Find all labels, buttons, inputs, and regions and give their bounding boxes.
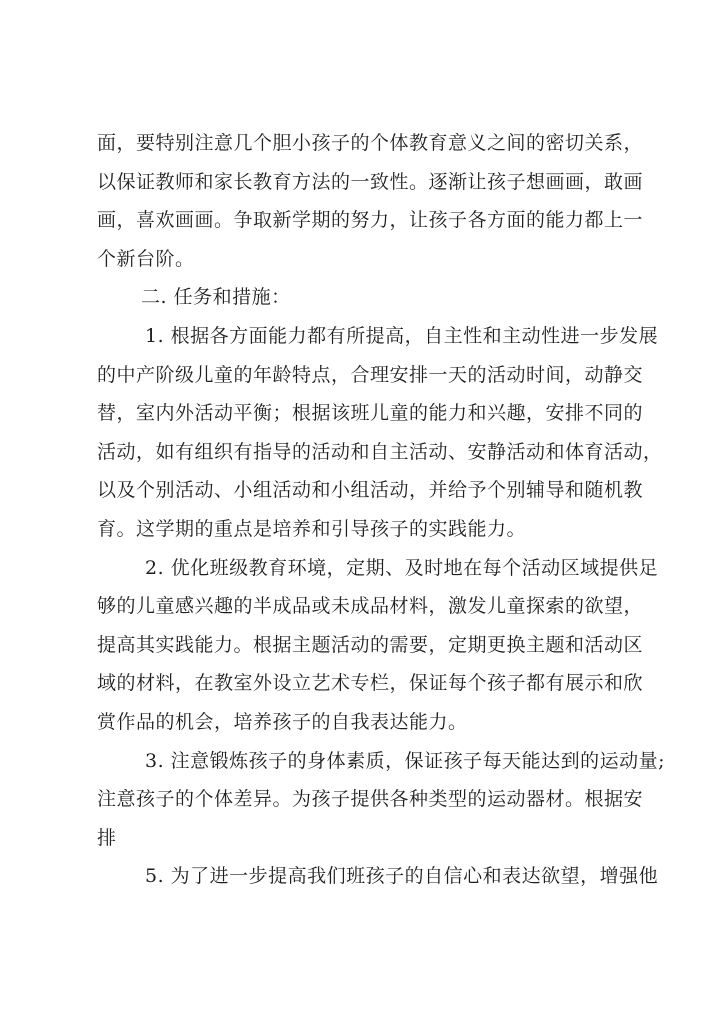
text-line: 域的材料，在教室外设立艺术专栏，保证每个孩子都有展示和欣 xyxy=(97,672,644,695)
text-line: 活动，如有组织有指导的活动和自主活动、安静活动和体育活动， xyxy=(97,440,663,463)
text-line: 以保证教师和家长教育方法的一致性。逐渐让孩子想画画，敢画 xyxy=(97,170,644,193)
text-line: 排 xyxy=(97,826,117,849)
section-heading: 二. 任务和措施： xyxy=(141,286,291,309)
text-line: 够的儿童感兴趣的半成品或未成品材料，激发儿童探索的欲望， xyxy=(97,595,644,618)
text-line: 个新台阶。 xyxy=(97,247,195,270)
item-3-first-line: 3. 注意锻炼孩子的身体素质，保证孩子每天能达到的运动量; xyxy=(145,749,666,772)
text-line: 面，要特别注意几个胆小孩子的个体教育意义之间的密切关系， xyxy=(97,132,644,154)
item-2-first-line: 2. 优化班级教育环境，定期、及时地在每个活动区域提供足 xyxy=(145,556,659,579)
text-line: 赏作品的机会，培养孩子的自我表达能力。 xyxy=(97,710,468,733)
text-line: 提高其实践能力。根据主题活动的需要，定期更换主题和活动区 xyxy=(97,633,644,656)
text-line: 画，喜欢画画。争取新学期的努力，让孩子各方面的能力都上一 xyxy=(97,209,644,232)
text-line: 替，室内外活动平衡；根据该班儿童的能力和兴趣，安排不同的 xyxy=(97,402,644,425)
document-body xyxy=(97,124,666,896)
item-1-first-line: 1. 根据各方面能力都有所提高，自主性和主动性进一步发展 xyxy=(145,324,659,347)
text-line: 的中产阶级儿童的年龄特点，合理安排一天的活动时间，动静交 xyxy=(97,363,644,386)
text-line: 注意孩子的个体差异。为孩子提供各种类型的运动器材。根据安 xyxy=(97,788,644,811)
text-line: 育。这学期的重点是培养和引导孩子的实践能力。 xyxy=(97,517,527,540)
item-5-first-line: 5. 为了进一步提高我们班孩子的自信心和表达欲望，增强他 xyxy=(145,865,659,888)
text-line: 以及个别活动、小组活动和小组活动，并给予个别辅导和随机教 xyxy=(97,479,644,502)
